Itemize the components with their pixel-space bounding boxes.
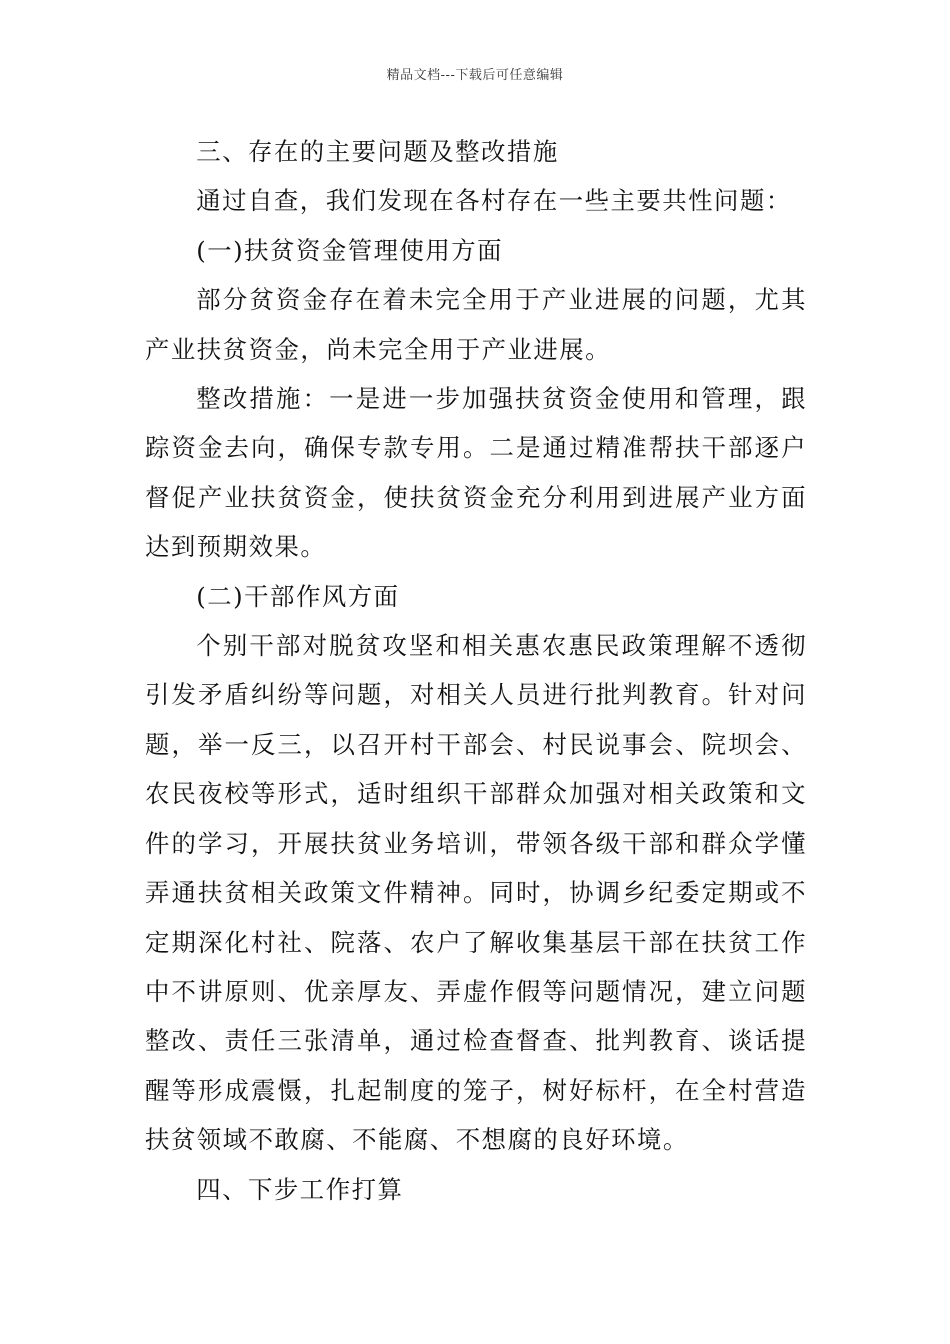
paragraph-fund-measures: 整改措施：一是进一步加强扶贫资金使用和管理，跟踪资金去向，确保专款专用。二是通过精准帮扶干部逐户督促产业扶贫资金，使扶贫资金充分利用到进展产业方面达到预期效果。 xyxy=(145,384,807,562)
page-header: 精品文档---下载后可任意编辑 xyxy=(386,68,564,83)
subheading-fund-management: (一)扶贫资金管理使用方面 xyxy=(196,235,504,265)
document-body xyxy=(145,127,807,1214)
paragraph-fund-issue: 部分贫资金存在着未完全用于产业进展的问题，尤其产业扶贫资金，尚未完全用于产业进展。 xyxy=(145,285,807,364)
section-heading-problems: 三、存在的主要问题及整改措施 xyxy=(196,137,559,166)
paragraph-cadre-issue: 个别干部对脱贫攻坚和相关惠农惠民政策理解不透彻引发矛盾纠纷等问题，对相关人员进行批判教育。针对问题，举一反三，以召开村干部会、村民说事会、院坝会、农民夜校等形式，适时组织干部群众加强对相关政策和文件的学习，开展扶贫业务培训，带领各级干部和群众学懂弄通扶贫相关政策文件精神。同时，协调乡纪委定期或不定期深化村社、院落、农户了解收集基层干部在扶贫工作中不讲原则、优亲厚友、弄虚作假等问题情况，建立问题整改、责任三张清单，通过检查督查、批判教育、谈话提醒等形成震慑，扎起制度的笼子，树好标杆，在全村营造扶贫领域不敢腐、不能腐、不想腐的良好环境。 xyxy=(145,631,807,1155)
section-heading-next-steps: 四、下步工作打算 xyxy=(196,1174,404,1204)
subheading-cadre-style: (二)干部作风方面 xyxy=(196,581,400,611)
paragraph-intro: 通过自查，我们发现在各村存在一些主要共性问题： xyxy=(196,186,792,216)
